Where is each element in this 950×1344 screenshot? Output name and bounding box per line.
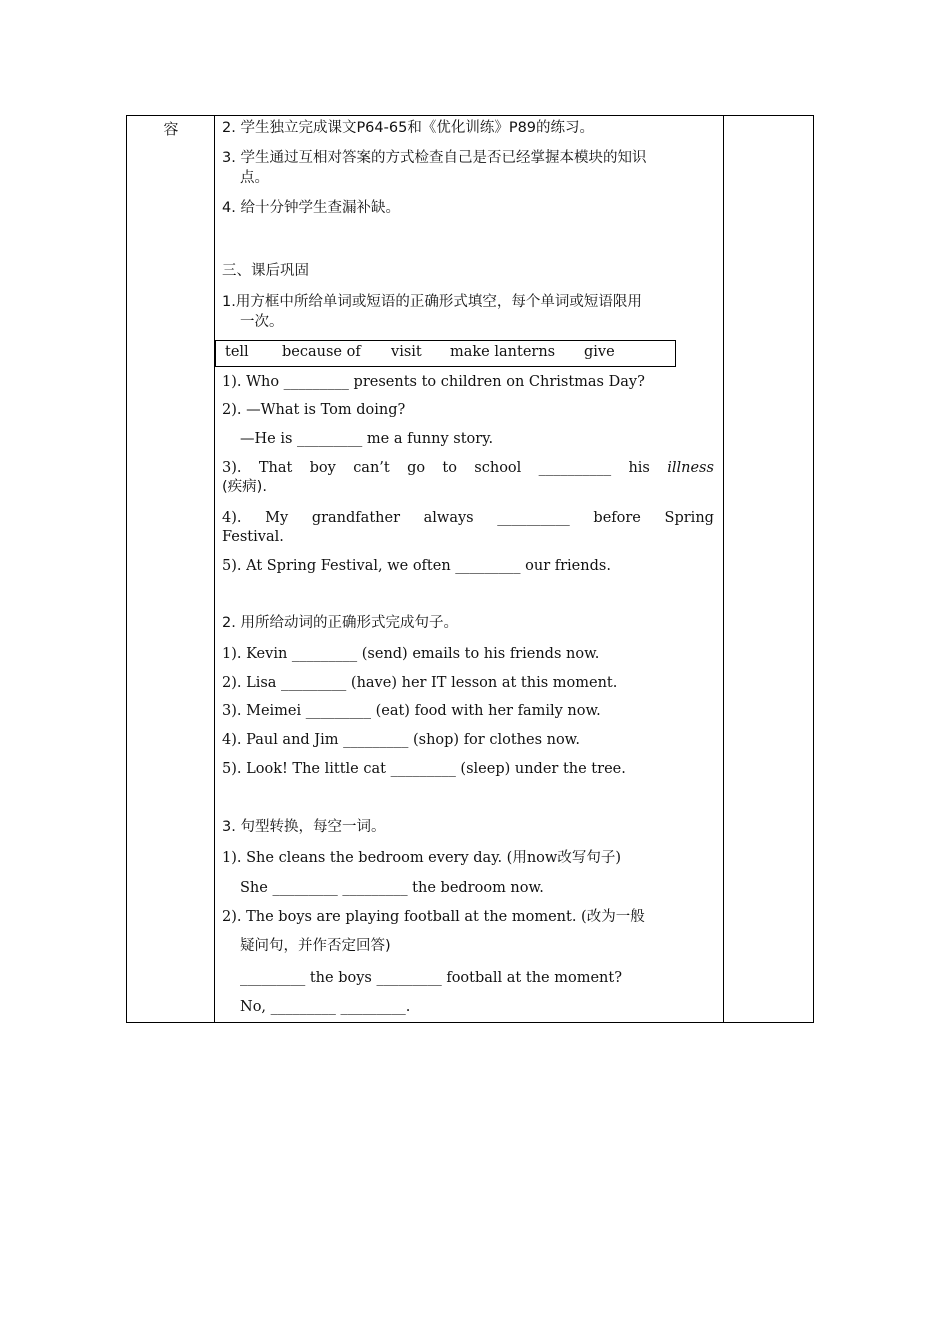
part3-answer-2b: No, _________ _________.: [240, 999, 411, 1015]
part1-question-2a: 2). —What is Tom doing?: [222, 402, 406, 418]
part2-item: 5). Look! The little cat _________ (sleep) under the tree.: [222, 761, 626, 777]
part3-answer-2a: _________ the boys _________ football at the moment?: [240, 970, 622, 986]
word-box-item: make lanterns: [450, 344, 556, 360]
part2-item: 2). Lisa _________ (have) her IT lesson at this moment.: [222, 675, 618, 691]
q4-word: 4).: [222, 510, 242, 526]
column-divider-right: [723, 116, 724, 1022]
q4-word: before: [593, 510, 641, 526]
part1-title-b: 一次。: [240, 314, 284, 330]
part1-question-5: 5). At Spring Festival, we often _________ our friends.: [222, 558, 611, 574]
part3-question-1: 1). She cleans the bedroom every day. (用now改写句子): [222, 850, 621, 866]
part1-question-3-cont: (疾病).: [222, 479, 267, 495]
q3-word: his: [628, 460, 650, 476]
q4-word: grandfather: [311, 510, 400, 526]
part2-item: 1). Kevin _________ (send) emails to his friends now.: [222, 646, 600, 662]
q4-blank: __________: [497, 510, 570, 526]
part3-question-2a: 2). The boys are playing football at the moment. (改为一般: [222, 909, 645, 925]
q3-word: go: [407, 460, 426, 476]
intro-item-3b: 点。: [240, 170, 269, 186]
part1-question-4-cont: Festival.: [222, 529, 284, 545]
q3-word: to: [442, 460, 457, 476]
part1-question-3: [222, 459, 714, 477]
q3-blank: __________: [538, 460, 612, 476]
part1-question-4: [222, 509, 714, 527]
word-box-item: because of: [282, 344, 361, 360]
part3-title: 3. 句型转换，每空一词。: [222, 819, 386, 835]
q3-word: That: [258, 460, 293, 476]
intro-item-4: 4. 给十分钟学生查漏补缺。: [222, 200, 400, 216]
q3-word: 3).: [222, 460, 242, 476]
q4-word: My: [265, 510, 289, 526]
word-box-item: visit: [391, 344, 422, 360]
part1-title-a: 1.用方框中所给单词或短语的正确形式填空，每个单词或短语限用: [222, 294, 642, 310]
part2-title: 2. 用所给动词的正确形式完成句子。: [222, 615, 458, 631]
intro-item-2: 2. 学生独立完成课文P64-65和《优化训练》P89的练习。: [222, 120, 595, 136]
intro-item-3a: 3. 学生通过互相对答案的方式检查自己是否已经掌握本模块的知识: [222, 150, 647, 166]
q3-word: can’t: [353, 460, 390, 476]
q3-italic-word: illness: [667, 460, 714, 476]
word-box-item: tell: [225, 344, 249, 360]
part3-answer-1: She _________ _________ the bedroom now.: [240, 880, 544, 896]
part3-question-2b: 疑问句，并作否定回答): [240, 938, 391, 954]
q3-word: boy: [309, 460, 336, 476]
left-cell-label: 容: [163, 120, 179, 138]
part1-question-1: 1). Who _________ presents to children on Christmas Day?: [222, 374, 645, 390]
part2-item: 4). Paul and Jim _________ (shop) for clothes now.: [222, 732, 580, 748]
word-box-item: give: [584, 344, 615, 360]
part2-item: 3). Meimei _________ (eat) food with her family now.: [222, 703, 601, 719]
q4-word: Spring: [664, 510, 714, 526]
q3-word: school: [474, 460, 522, 476]
section-title: 三、课后巩固: [222, 263, 309, 279]
word-box: [215, 340, 676, 367]
column-divider-left: [214, 116, 215, 1022]
q4-word: always: [423, 510, 474, 526]
part1-question-2b: —He is _________ me a funny story.: [240, 431, 494, 447]
